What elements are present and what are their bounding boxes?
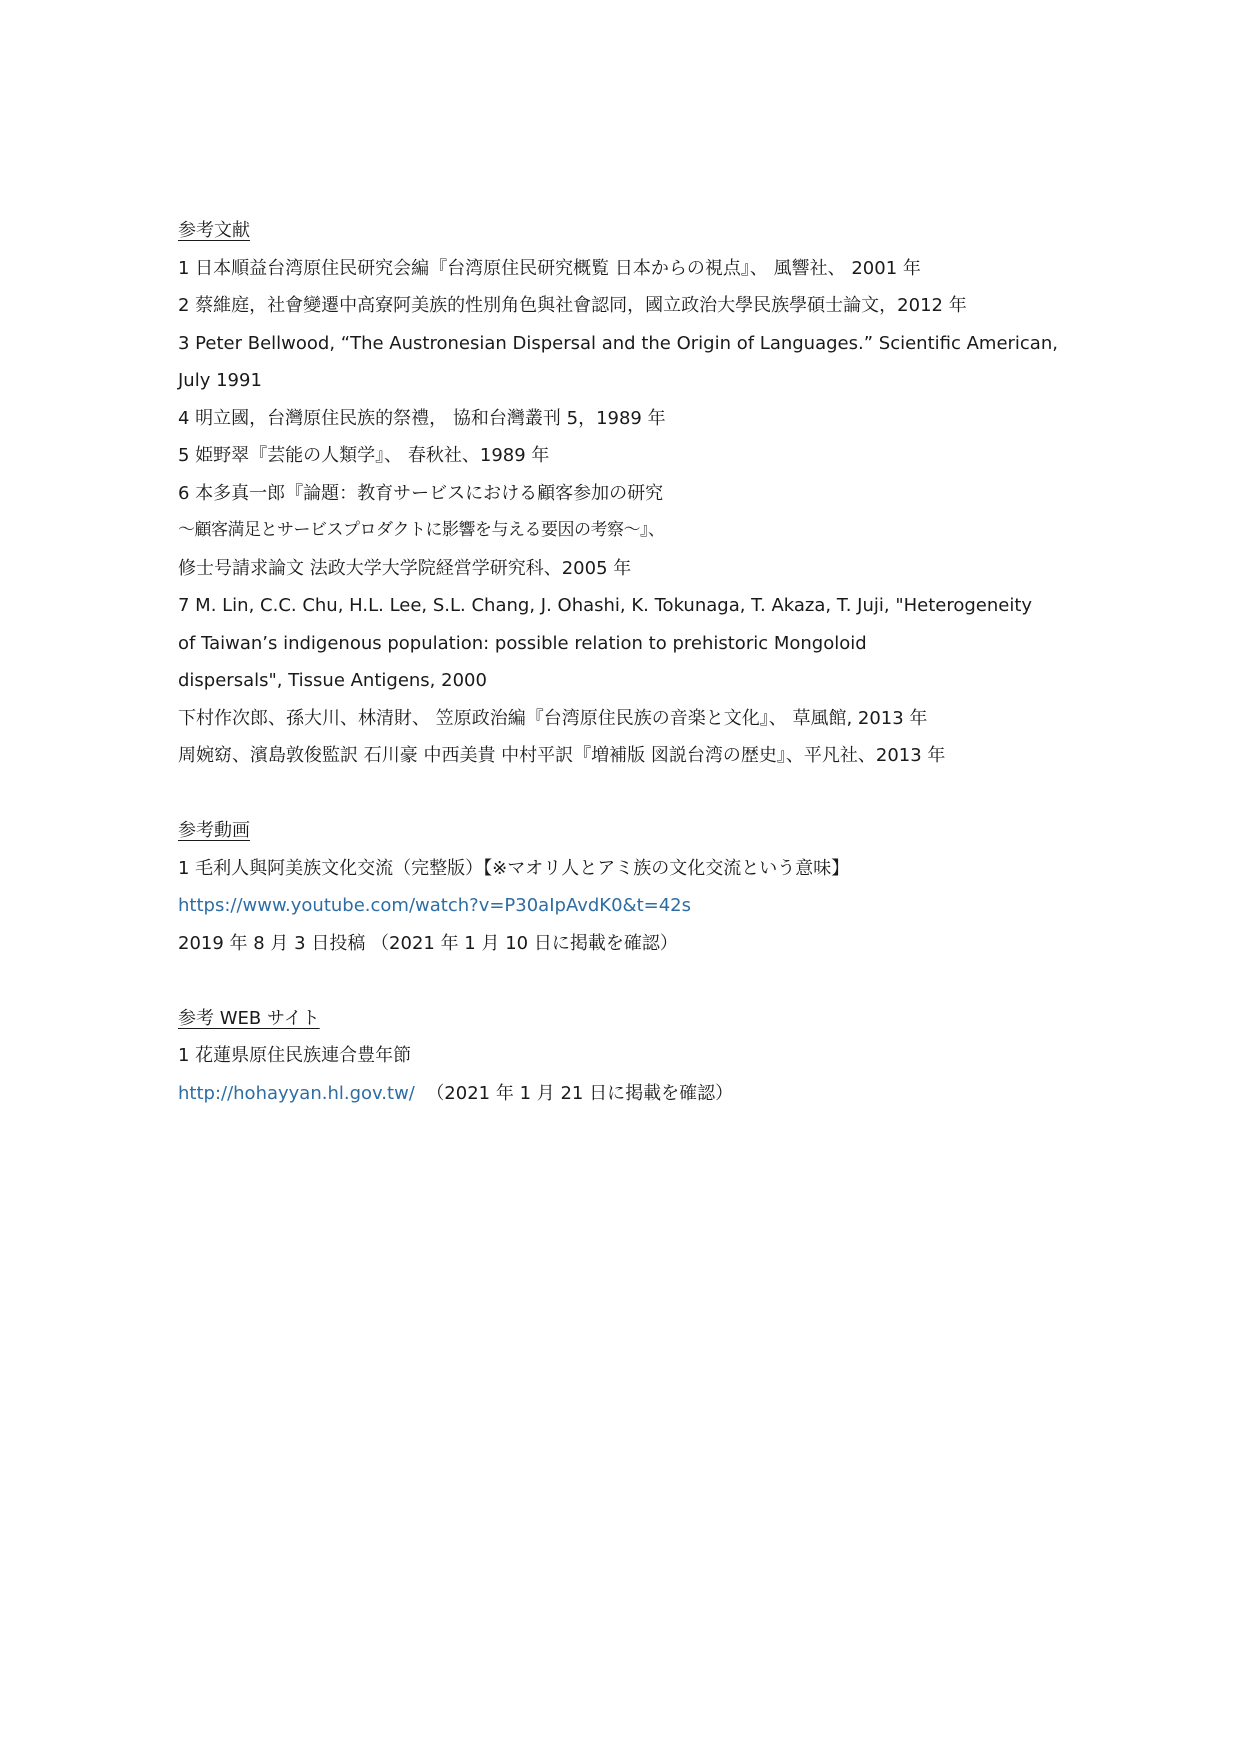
reference-item: 1 日本順益台湾原住民研究会編『台湾原住民研究概覧 日本からの視点』、 風響社、 2001 年 [178, 257, 921, 279]
reference-item: 修士号請求論文 法政大学大学院経営学研究科、2005 年 [178, 557, 632, 579]
website-link[interactable]: http://hohayyan.hl.gov.tw/ [178, 1082, 415, 1104]
reference-item: 周婉窈、濱島敦俊監訳 石川豪 中西美貴 中村平訳『増補版 図説台湾の歴史』、平凡社、2013 年 [178, 745, 946, 766]
websites-heading: 参考 WEB サイト [178, 1007, 320, 1029]
references-heading: 参考文献 [178, 220, 250, 241]
reference-item: ～顧客満足とサービスプロダクトに影響を与える要因の考察～』、 [178, 520, 665, 540]
document-body [178, 212, 1078, 1112]
section-spacer [178, 775, 1078, 813]
video-link[interactable]: https://www.youtube.com/watch?v=P30aIpAvdK0&t=42s [178, 895, 691, 916]
reference-item: 3 Peter Bellwood, “The Austronesian Dispersal and the Origin of Languages.” Scientific American, [178, 332, 1058, 354]
section-spacer [178, 962, 1078, 1000]
reference-item: of Taiwan’s indigenous population: possible relation to prehistoric Mongoloid [178, 632, 867, 654]
video-date: 2019 年 8 月 3 日投稿 （2021 年 1 月 10 日に掲載を確認） [178, 932, 678, 954]
reference-item: July 1991 [178, 370, 262, 391]
video-link-line [178, 887, 1078, 925]
videos-heading: 参考動画 [178, 820, 250, 841]
reference-item: 下村作次郎、孫大川、林清財、 笠原政治編『台湾原住民族の音楽と文化』、 草風館, 2013 年 [178, 707, 928, 729]
website-title: 1 花蓮県原住民族連合豊年節 [178, 1045, 412, 1066]
website-date: （2021 年 1 月 21 日に掲載を確認） [426, 1082, 734, 1104]
reference-item: 5 姫野翠『芸能の人類学』、 春秋社、1989 年 [178, 445, 550, 466]
reference-item: 6 本多真一郎『論題：教育サービスにおける顧客参加の研究 [178, 482, 664, 504]
video-title: 1 毛利人與阿美族文化交流（完整版）【※マオリ人とアミ族の文化交流という意味】 [178, 857, 850, 879]
reference-item: 4 明立國，台灣原住民族的祭禮， 協和台灣叢刊 5，1989 年 [178, 407, 666, 429]
website-link-line [178, 1075, 1078, 1113]
reference-item: dispersals", Tissue Antigens, 2000 [178, 670, 487, 691]
reference-item: 7 M. Lin, C.C. Chu, H.L. Lee, S.L. Chang, J. Ohashi, K. Tokunaga, T. Akaza, T. Juji, "Heterogeneity [178, 595, 1033, 616]
reference-item: 2 蔡維庭，社會變遷中高寮阿美族的性別角色與社會認同，國立政治大學民族學碩士論文，2012 年 [178, 295, 967, 316]
